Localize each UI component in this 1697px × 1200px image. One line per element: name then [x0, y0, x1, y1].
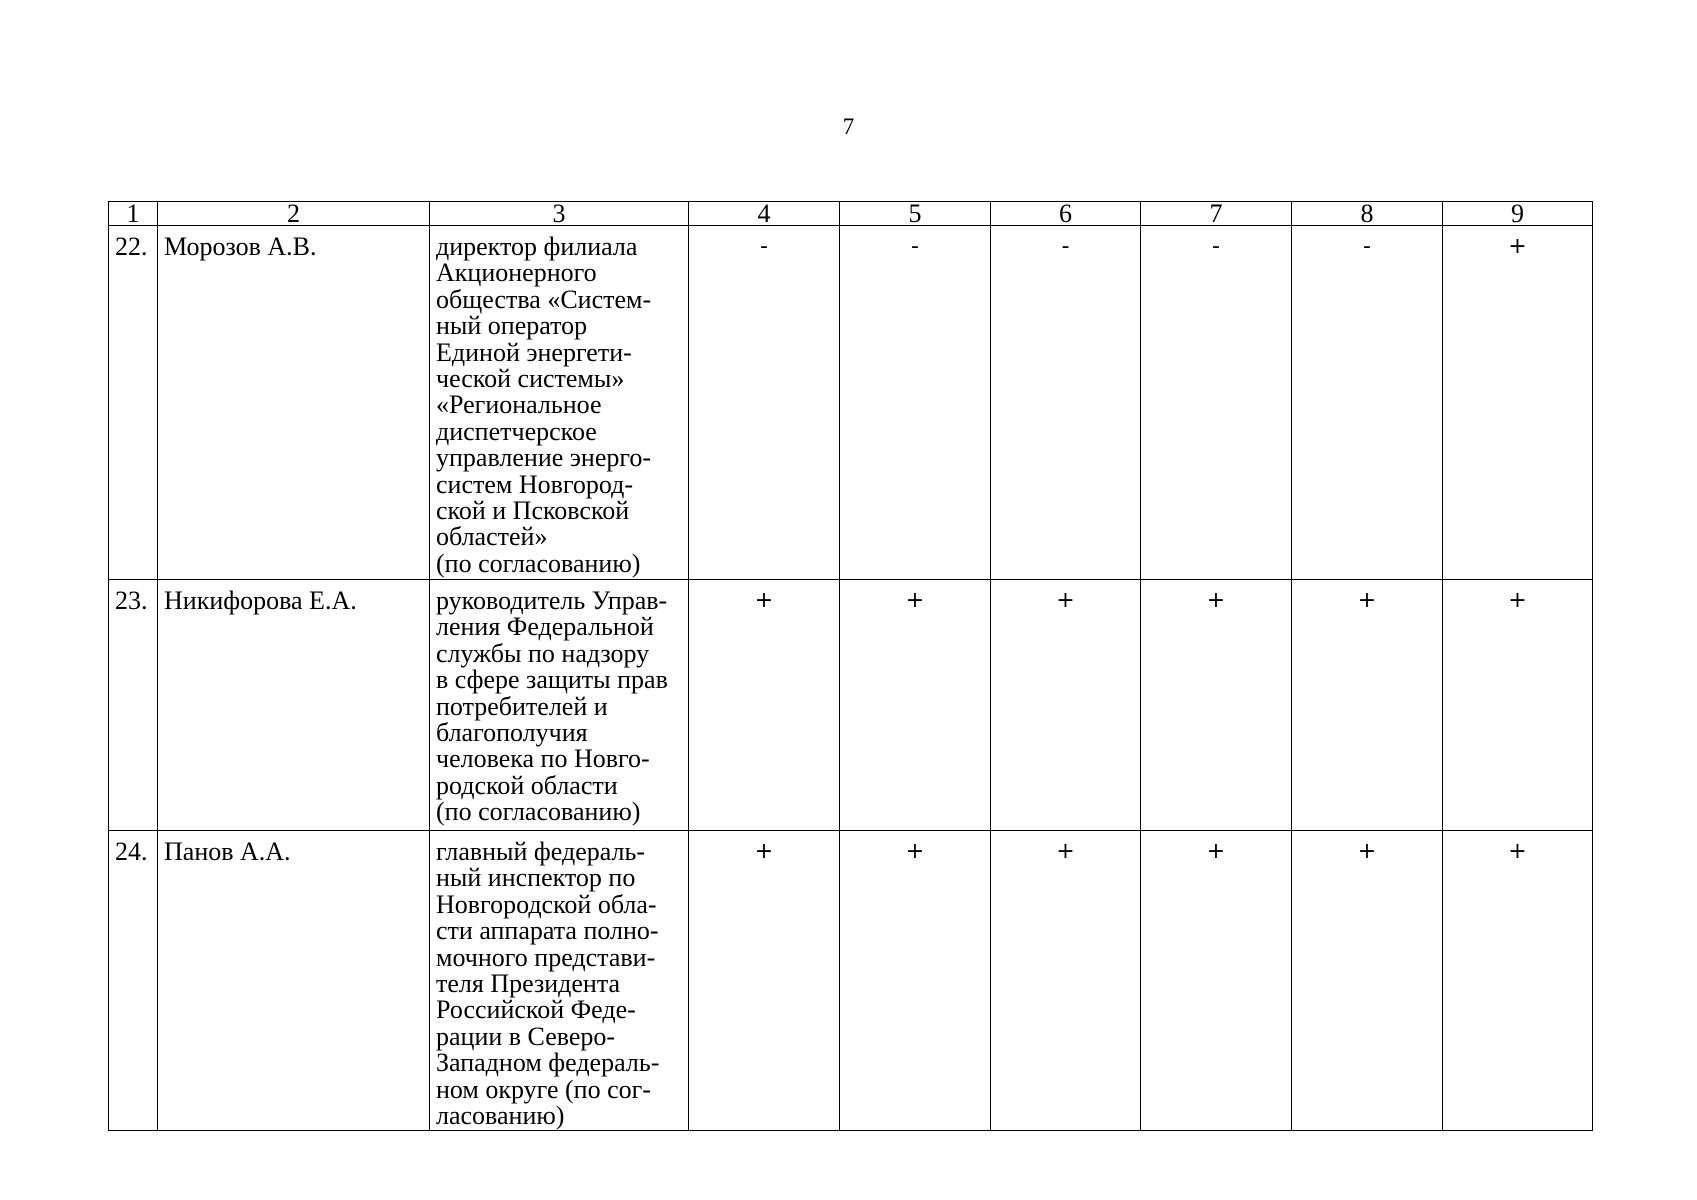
- mark-cell: +: [1292, 831, 1443, 1131]
- position-line: диспетчерское: [436, 416, 597, 446]
- member-name: Никифорова Е.А.: [158, 580, 430, 831]
- member-position: [430, 226, 689, 580]
- position-line: в сфере защиты прав: [436, 665, 668, 695]
- position-line: рации в Северо-: [436, 1021, 616, 1051]
- position-line: главный федераль-: [436, 837, 646, 866]
- position-line: Акционерного: [436, 258, 597, 288]
- position-line: Новгородской обла-: [436, 889, 657, 919]
- column-header: 5: [840, 202, 991, 226]
- position-line: ном округе (по сог-: [436, 1074, 651, 1104]
- position-line: систем Новгород-: [436, 469, 634, 499]
- position-line: ласованию): [436, 1101, 565, 1131]
- page-number: 7: [842, 114, 855, 139]
- position-line: (по согласованию): [436, 548, 641, 578]
- member-name: Морозов А.В.: [158, 226, 430, 580]
- position-line: человека по Новго-: [436, 744, 650, 774]
- mark-cell: +: [689, 831, 840, 1131]
- row-number: 23.: [109, 580, 158, 831]
- column-header: 1: [109, 202, 158, 226]
- position-line: ческой системы»: [436, 364, 625, 394]
- position-line: директор филиала: [436, 232, 638, 261]
- mark-cell: +: [1141, 580, 1292, 831]
- members-table: [108, 201, 1593, 1131]
- position-line: Единой энергети-: [436, 337, 632, 367]
- table-row: [109, 226, 1593, 580]
- mark-cell: +: [1141, 831, 1292, 1131]
- row-number: 24.: [109, 831, 158, 1131]
- column-header: 8: [1292, 202, 1443, 226]
- column-header: 7: [1141, 202, 1292, 226]
- position-line: ской и Псковской: [436, 496, 630, 526]
- mark-cell: -: [1292, 226, 1443, 580]
- position-line: «Региональное: [436, 390, 602, 420]
- table-row: [109, 580, 1593, 831]
- column-header: 3: [430, 202, 689, 226]
- position-line: управление энерго-: [436, 443, 652, 473]
- mark-cell: +: [840, 580, 991, 831]
- mark-cell: +: [1443, 580, 1593, 831]
- mark-cell: +: [689, 580, 840, 831]
- position-line: службы по надзору: [436, 638, 650, 668]
- mark-cell: -: [840, 226, 991, 580]
- position-line: Российской Феде-: [436, 995, 636, 1025]
- mark-cell: -: [1141, 226, 1292, 580]
- column-header: 2: [158, 202, 430, 226]
- position-line: мочного представи-: [436, 942, 656, 972]
- position-line: (по согласованию): [436, 797, 641, 827]
- mark-cell: +: [1443, 226, 1593, 580]
- mark-cell: +: [1443, 831, 1593, 1131]
- header-row: [109, 202, 1593, 226]
- position-line: областей»: [436, 522, 548, 552]
- position-line: ный оператор: [436, 311, 588, 341]
- mark-cell: +: [840, 831, 991, 1131]
- position-line: общества «Систем-: [436, 284, 652, 314]
- position-line: потребителей и: [436, 691, 608, 721]
- mark-cell: -: [689, 226, 840, 580]
- position-line: Западном федераль-: [436, 1048, 660, 1078]
- mark-cell: +: [991, 831, 1141, 1131]
- position-line: ный инспектор по: [436, 863, 636, 893]
- position-line: ления Федеральной: [436, 612, 654, 642]
- position-line: теля Президента: [436, 969, 621, 999]
- position-line: родской области: [436, 770, 618, 800]
- mark-cell: +: [1292, 580, 1443, 831]
- member-position: [430, 580, 689, 831]
- table-row: [109, 831, 1593, 1131]
- column-header: 4: [689, 202, 840, 226]
- position-line: сти аппарата полно-: [436, 916, 659, 946]
- mark-cell: -: [991, 226, 1141, 580]
- row-number: 22.: [109, 226, 158, 580]
- position-line: руководитель Управ-: [436, 586, 668, 615]
- member-name: Панов А.А.: [158, 831, 430, 1131]
- member-position: [430, 831, 689, 1131]
- column-header: 6: [991, 202, 1141, 226]
- position-line: благополучия: [436, 718, 588, 748]
- column-header: 9: [1443, 202, 1593, 226]
- mark-cell: +: [991, 580, 1141, 831]
